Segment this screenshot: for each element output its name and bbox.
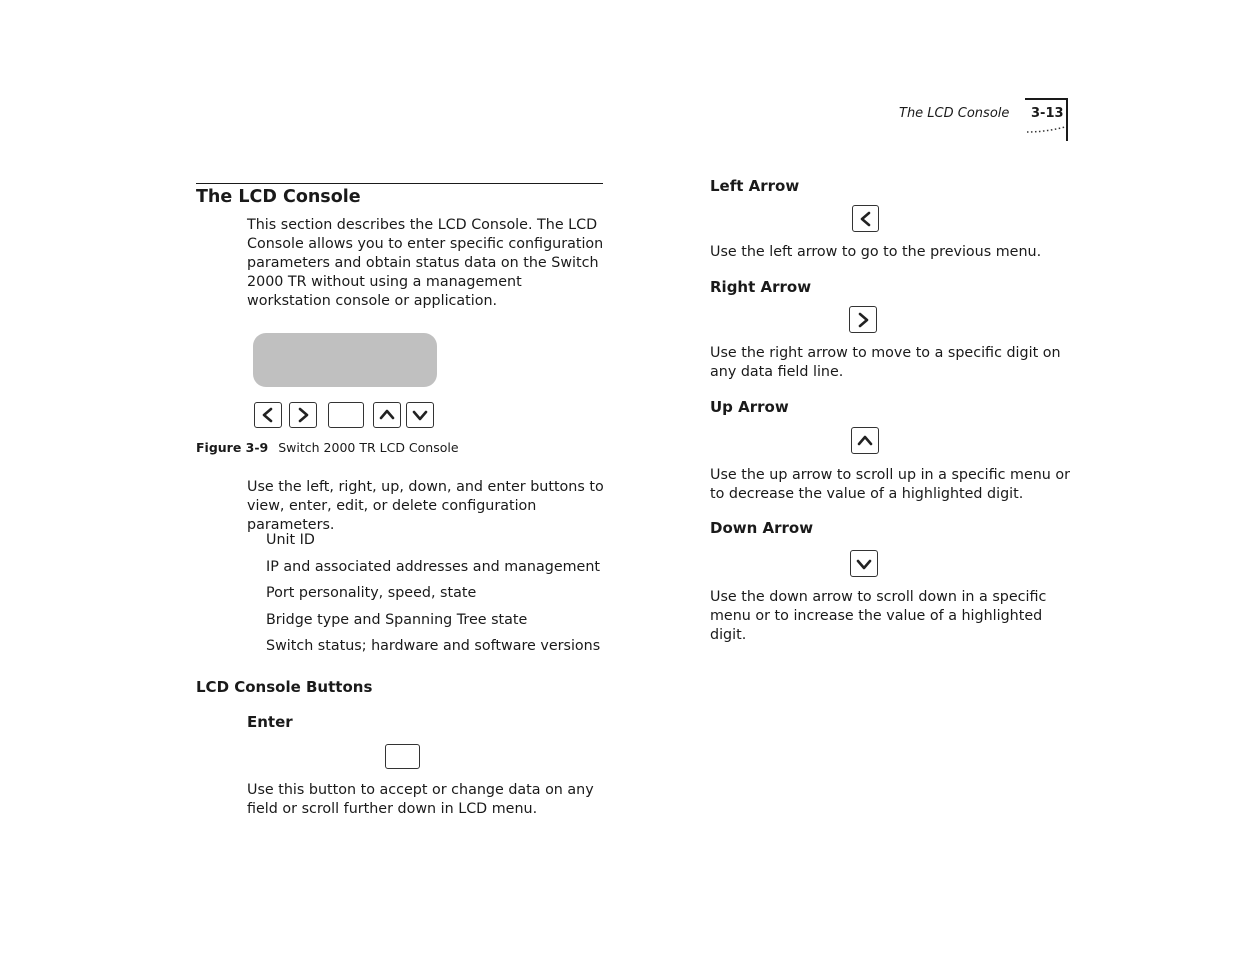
left-arrow-key-illustration [852,205,879,232]
figure-down-key [406,402,434,428]
list-item: Port personality, speed, state [266,585,477,601]
up-arrow-description: Use the up arrow to scroll up in a specific menu or to decrease the value of a highlighted digit. [710,467,1071,502]
figure-caption-text: Switch 2000 TR LCD Console [278,440,459,455]
enter-heading: Enter [247,713,293,731]
section-title: The LCD Console [196,187,361,207]
down-arrow-key-illustration [850,550,878,577]
figure-enter-key [328,402,364,428]
figure-right-key [289,402,317,428]
right-arrow-description: Use the right arrow to move to a specific digit on any data field line. [710,345,1061,380]
page-dots-decoration [1025,126,1067,134]
chevron-right-icon [295,407,311,423]
up-arrow-key-illustration [851,427,879,454]
right-arrow-heading: Right Arrow [710,278,812,296]
list-item: IP and associated addresses and management [266,558,601,575]
page-number-box-side [1066,98,1068,141]
lcd-display [253,333,437,387]
enter-description: Use this button to accept or change data on any field or scroll further down in LCD menu. [247,782,594,817]
down-arrow-description: Use the down arrow to scroll down in a specific menu or to increase the value of a highlighted digit. [710,589,1047,643]
chevron-right-icon [855,312,871,328]
list-item: Unit ID [266,532,315,548]
figure-left-key [254,402,282,428]
chevron-up-icon [857,433,873,449]
page-number-box-top [1025,98,1067,100]
parameter-list [266,531,600,664]
left-arrow-description: Use the left arrow to go to the previous menu. [710,244,1042,260]
figure-caption [196,440,459,455]
chevron-left-icon [858,211,874,227]
left-arrow-heading: Left Arrow [710,177,800,195]
chevron-down-icon [856,556,872,572]
usage-paragraph: Use the left, right, up, down, and enter buttons to view, enter, edit, or delete configuration parameters. [247,479,604,533]
section-rule [196,183,603,184]
list-item: Switch status; hardware and software versions [266,638,601,654]
up-arrow-heading: Up Arrow [710,398,789,416]
enter-key-illustration [385,744,420,769]
right-arrow-key-illustration [849,306,877,333]
figure-up-key [373,402,401,428]
buttons-section-title: LCD Console Buttons [196,678,373,696]
chevron-up-icon [379,407,395,423]
page-number: 3-13 [1031,106,1064,121]
list-item: Bridge type and Spanning Tree state [266,611,528,628]
intro-paragraph: This section describes the LCD Console. The LCD Console allows you to enter specific configuration parameters and obtain status data on the Switch 2000 TR without using a management workstation console or application. [247,217,604,309]
figure-label: Figure 3-9 [196,440,269,455]
chevron-left-icon [260,407,276,423]
down-arrow-heading: Down Arrow [710,519,814,537]
running-header-title: The LCD Console [899,106,1010,121]
chevron-down-icon [412,407,428,423]
